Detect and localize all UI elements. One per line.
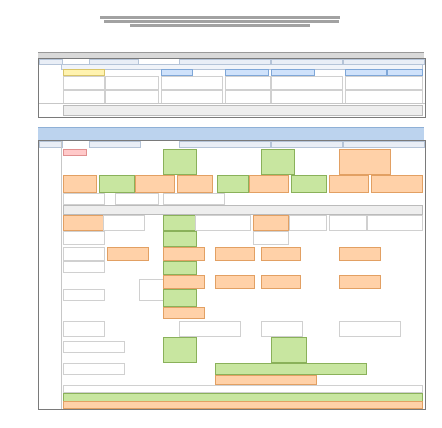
day2-cell: [215, 275, 255, 289]
day2-cell: [371, 175, 423, 193]
day2-cell: [253, 231, 289, 245]
day2-cell: [103, 215, 145, 231]
day2-cell: [99, 175, 135, 193]
day1-cell: [345, 90, 423, 104]
day2-bar: [38, 127, 424, 141]
day2-cell: [339, 275, 381, 289]
day2-cell: [261, 149, 295, 175]
day1-cell: [225, 76, 271, 90]
day2-cell: [163, 289, 197, 307]
day2-cell: [135, 175, 175, 193]
day2-col-header-4: [343, 141, 425, 148]
day1-cell: [225, 90, 271, 104]
day2-cell: [291, 175, 327, 193]
day2-cell: [329, 215, 367, 231]
day2-cell: [115, 193, 159, 205]
day1-cell: [345, 76, 423, 90]
day2-col-header-1: [89, 141, 141, 148]
day2-cell: [163, 307, 205, 319]
day2-cell: [177, 175, 213, 193]
day2-cell: [63, 363, 125, 375]
day2-cell: [217, 175, 249, 193]
day2-cell: [339, 149, 391, 175]
day2-cell: [261, 321, 303, 337]
day2-col-header-3: [271, 141, 343, 148]
day2-cell: [163, 215, 197, 231]
day2-cell: [215, 375, 317, 385]
day2-cell: [63, 321, 105, 337]
day2-cell: [63, 289, 105, 301]
day2-cell: [163, 275, 205, 289]
day2-cell: [63, 401, 423, 409]
day2-cell: [261, 275, 301, 289]
day2-cell: [163, 231, 197, 247]
day2-cell: [329, 175, 369, 193]
day2-cell: [63, 149, 87, 156]
day2-cell: [63, 261, 105, 273]
day2-cell: [253, 215, 289, 231]
day1-row-divider: [39, 103, 425, 104]
day1-cell: [105, 76, 159, 90]
day2-cell: [163, 261, 197, 275]
day2-cell: [163, 149, 197, 175]
header-line-3: [130, 24, 310, 27]
day1-cell: [105, 90, 159, 104]
day1-cell: [225, 69, 269, 76]
day2-cell: [339, 247, 381, 261]
day1-col-header-0: [39, 59, 63, 65]
day1-cell: [161, 76, 223, 90]
day2-time-divider: [61, 141, 62, 409]
day2-cell: [63, 231, 105, 245]
day2-cell: [163, 193, 225, 205]
day2-cell: [249, 175, 289, 193]
day1-cell: [271, 90, 343, 104]
header-line-1: [100, 16, 340, 19]
day1-schedule-grid: [38, 58, 426, 118]
day2-cell: [63, 215, 105, 231]
day2-cell: [215, 247, 255, 261]
day2-cell: [163, 337, 197, 363]
day2-cell: [271, 337, 307, 363]
day1-cell: [63, 90, 105, 104]
day1-cell: [161, 90, 223, 104]
day2-col-header-0: [39, 141, 63, 148]
day2-cell: [261, 247, 301, 261]
day1-cell: [387, 69, 423, 76]
day1-cell: [271, 76, 343, 90]
day1-cell: [63, 69, 105, 76]
day2-cell: [63, 193, 105, 205]
day1-cell: [345, 69, 387, 76]
day2-col-header-2: [179, 141, 271, 148]
day1-cell: [271, 69, 315, 76]
day2-cell: [63, 385, 423, 393]
day2-cell: [63, 205, 423, 215]
day2-cell: [289, 215, 327, 231]
day2-cell: [63, 175, 97, 193]
day2-cell: [339, 321, 401, 337]
day1-cell: [63, 76, 105, 90]
day2-cell: [179, 321, 241, 337]
day2-cell: [163, 247, 205, 261]
day2-cell: [107, 247, 149, 261]
day1-cell: [161, 69, 193, 76]
day2-cell: [195, 215, 251, 231]
day1-cell: [63, 105, 423, 116]
day2-cell: [63, 341, 125, 353]
day2-cell: [367, 215, 423, 231]
day2-cell: [63, 247, 105, 261]
header-line-2: [104, 20, 339, 23]
day2-cell: [215, 363, 367, 375]
day2-schedule-grid: [38, 140, 426, 410]
